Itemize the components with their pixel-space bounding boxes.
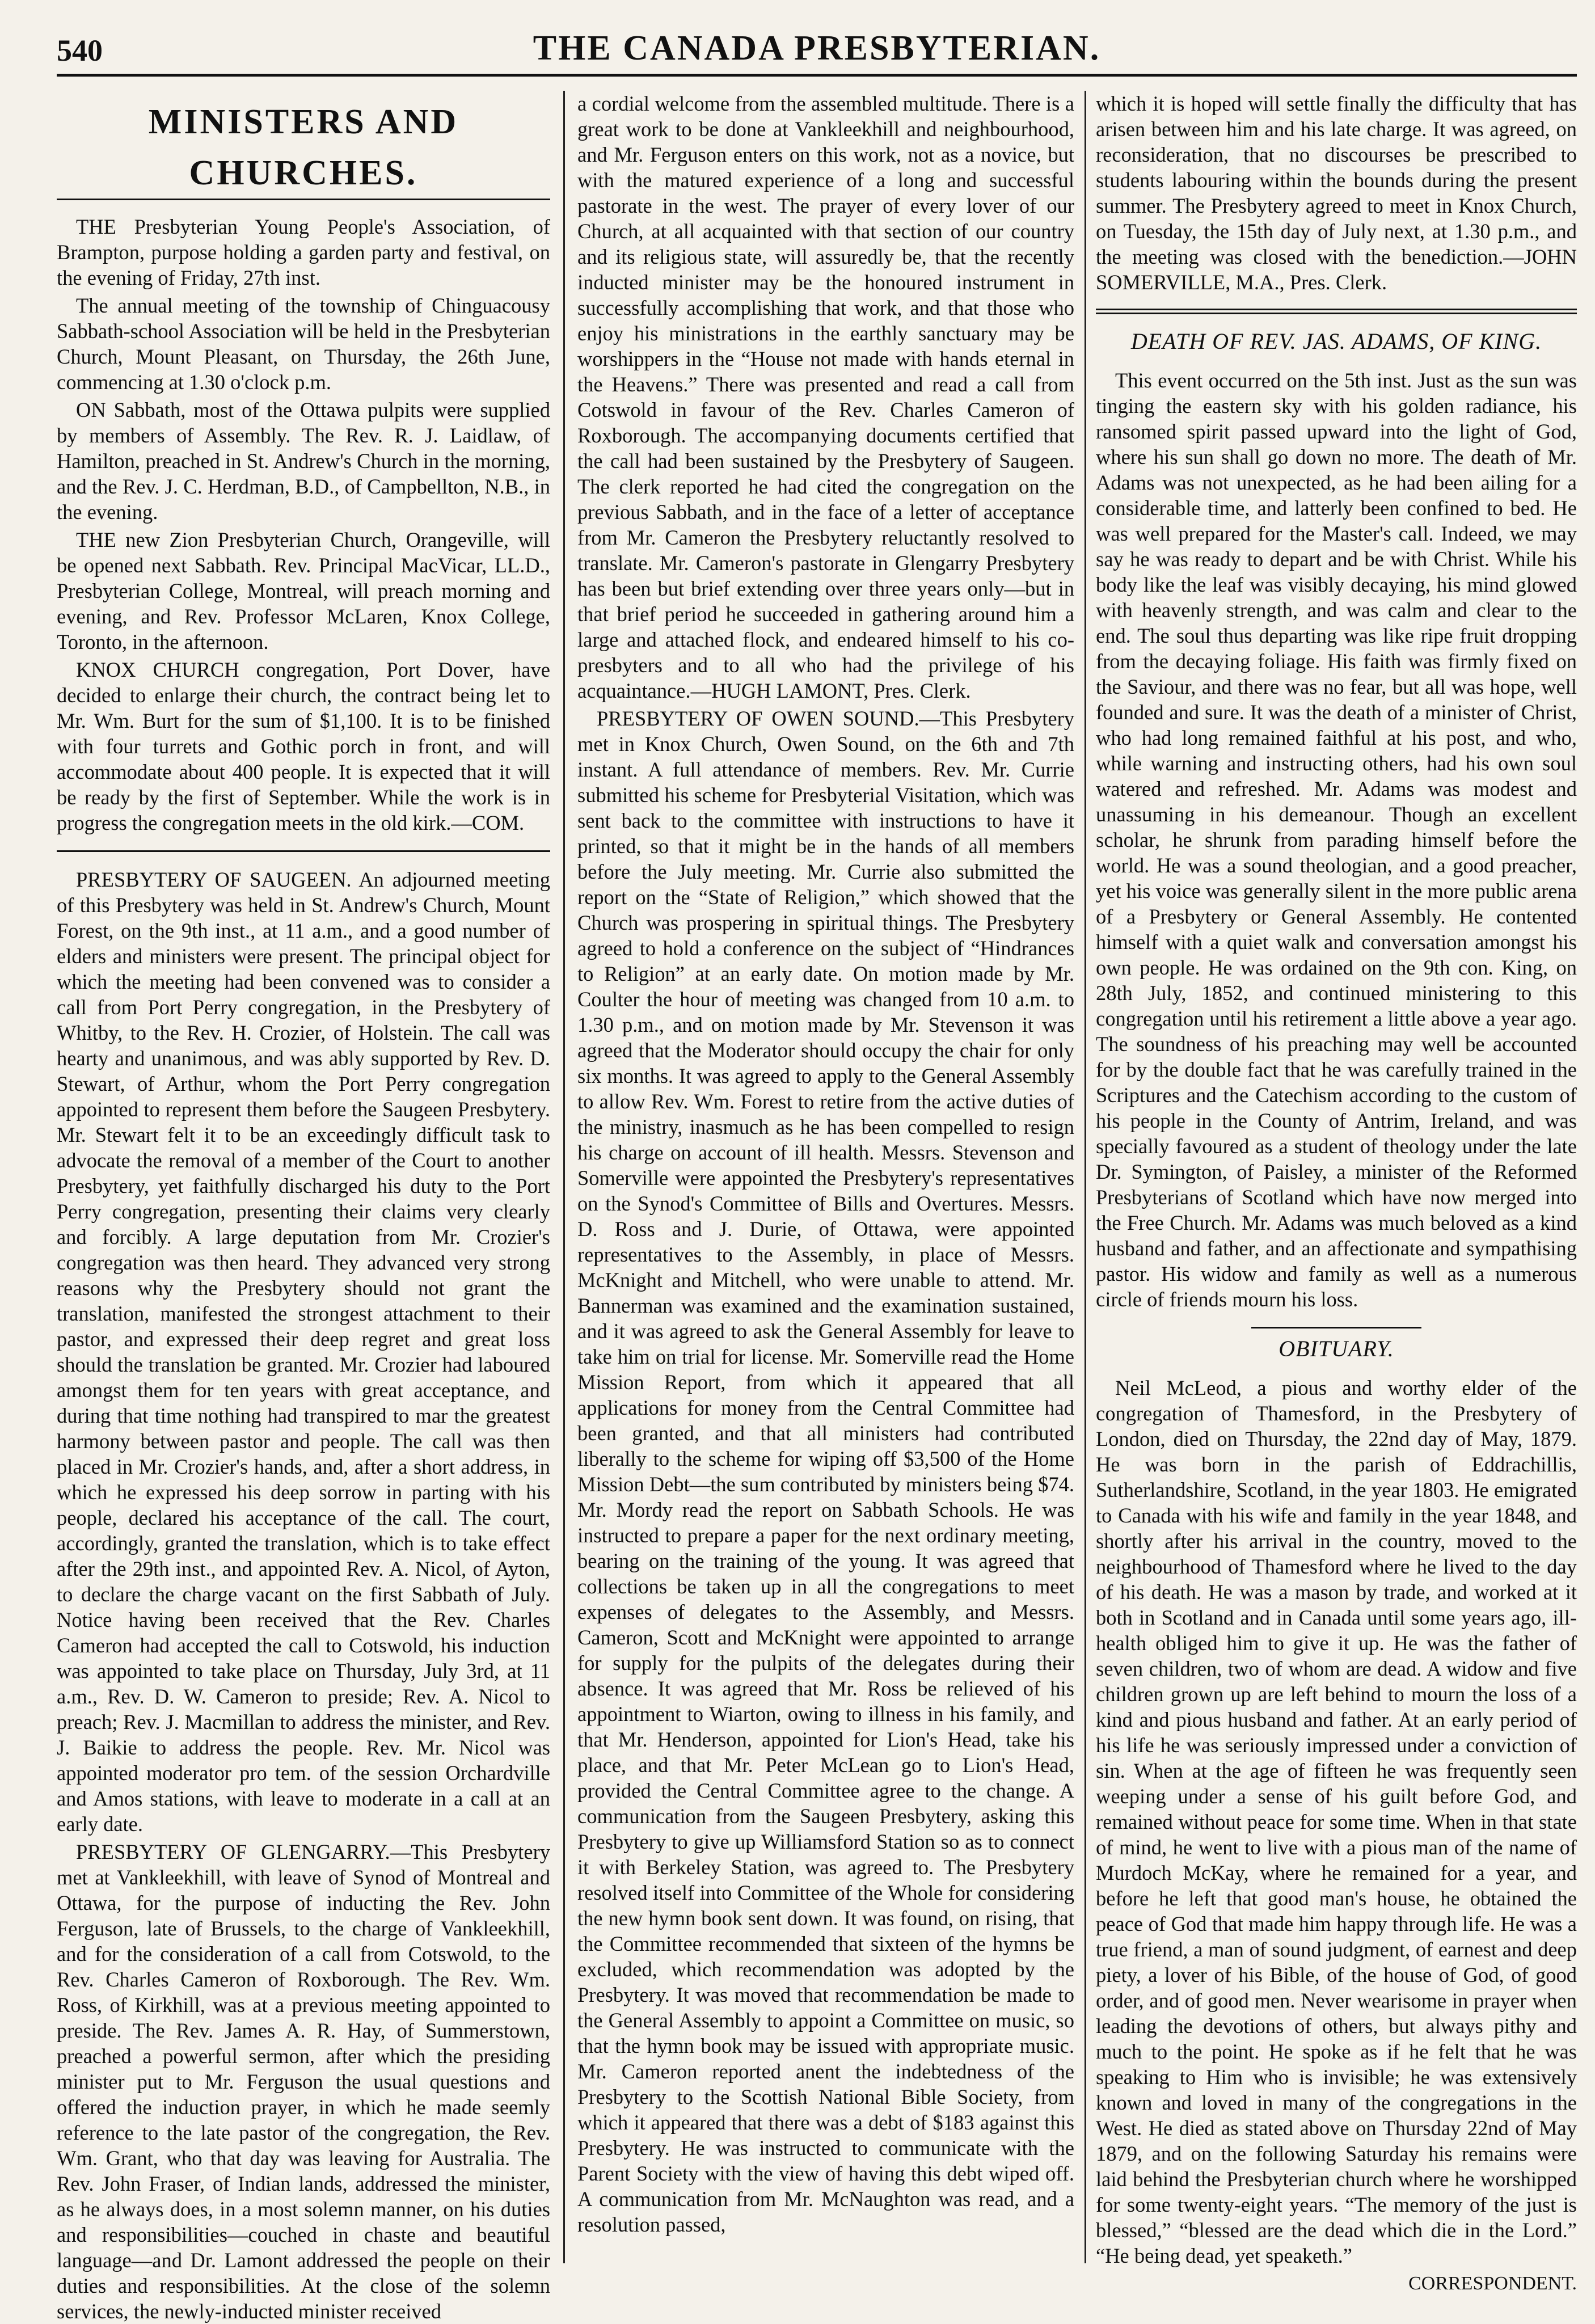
section-rule <box>57 850 550 852</box>
column-2 <box>577 91 1074 2263</box>
report-continuation: a cordial welcome from the assembled multitude. There is a great work to be done at Vankleekhill and neighbourhood, and Mr. Ferguson enters on this work, not as a novice, but with the matured experience of a long and successful pastorate in the west. The prayer of every lover of our Church, at all acquainted with that section of our country and its religious state, will assuredly be, that the recently inducted minister may be the honoured instrument in successfully accomplishing that work, and that those who enjoy his ministrations in the earthly sanctuary may be worshippers in the “House not made with hands eternal in the Heavens.” There was presented and read a call from Cotswold in favour of the Rev. Charles Cameron of Roxborough. The accompanying documents certified that the call had been sustained by the Presbytery of Saugeen. The clerk reported he had cited the congregation on the previous Sabbath, and in the face of a letter of acceptance from Mr. Cameron the Presbytery reluctantly resolved to translate. Mr. Cameron's pastorate in Glengarry Presbytery has been but brief extending over three years only—but in that brief period he succeeded in gathering around him a large and attached flock, and endeared himself to his co-presbyters and to all who had the privilege of his acquaintance.—HUGH LAMONT, Pres. Clerk. <box>577 92 1074 702</box>
news-item: ON Sabbath, most of the Ottawa pulpits were supplied by members of Assembly. The Rev. R. J. Laidlaw, of Hamilton, preached in St. Andrew's Church in the morning, and the Rev. J. C. Herdman, B.D., of Campbellton, N.B., in the evening. <box>57 398 550 524</box>
death-notice-heading: DEATH OF REV. JAS. ADAMS, OF KING. <box>1130 328 1542 354</box>
newspaper-title: THE CANADA PRESBYTERIAN. <box>533 29 1101 68</box>
obituary-heading: OBITUARY. <box>1278 1336 1394 1361</box>
presbytery-report: PRESBYTERY OF OWEN SOUND.—This Presbytery met in Knox Church, Owen Sound, on the 6th and 7th instant. A full attendance of members. Rev. Mr. Currie submitted his scheme for Presbyterial Visitation, which was sent back to the committee with instructions to have it printed, so that it might be in the hands of all members before the July meeting. Mr. Currie also submitted the report on the “State of Religion,” which showed that the Church was prospering in spiritual things. The Presbytery agreed to hold a conference on the subject of “Hindrances to Religion” at an early date. On motion made by Mr. Coulter the hour of meeting was changed from 10 a.m. to 1.30 p.m., and on motion made by Mr. Stevenson it was agreed that the Moderator should occupy the chair for only six months. It was agreed to apply to the General Assembly to allow Rev. Wm. Forest to retire from the active duties of the ministry, inasmuch as he has been compelled to resign his charge on account of ill health. Messrs. Stevenson and Somerville were appointed the Presbytery's representatives on the Synod's Committee of Bills and Overtures. Messrs. D. Ross and J. Durie, of Ottawa, were appointed representatives to the Assembly, in place of Messrs. McKnight and Mitchell, who were unable to attend. Mr. Bannerman was examined and the examination sustained, and it was agreed to ask the General Assembly for leave to take him on trial for license. Mr. Somerville read the Home Mission Report, from which it appeared that all applications for money from the Central Committee had been granted, and that all ministers had contributed liberally to the scheme for wiping off $3,500 of the Home Mission Debt—the sum contributed by ministers being $74. Mr. Mordy read the report on Sabbath Schools. He was instructed to prepare a paper for the next ordinary meeting, bearing on the training of the young. It was agreed that collections be taken up in all the congregations to meet expenses of delegates to the Assembly, and Messrs. Cameron, Scott and McKnight were appointed to arrange for supply for the pulpits of the delegates during their absence. It was agreed that Mr. Ross be relieved of his appointment to Wiarton, owing to illness in his family, and that Mr. Henderson, appointed for Lion's Head, take his place, and that Mr. Peter McLean go to Lion's Head, provided the Central Committee agree to the change. A communication from the Saugeen Presbytery, asking this Presbytery to give up Williamsford Station so as to connect it with Berkeley Station, was agreed to. The Presbytery resolved itself into Committee of the Whole for considering the new hymn book sent down. It was found, on rising, that the Committee recommended that sixteen of the hymns be excluded, which recommendation was adopted by the Presbytery. It was moved that recommendation be made to the General Assembly to appoint a Committee on music, so that the hymn book may be issued with appropriate music. Mr. Cameron reported anent the indebtedness of the Presbytery to the Scottish National Bible Society, from which it appeared that there was a debt of $183 against this Presbytery. He was instructed to communicate with the Parent Society with the view of having this debt wiped off. A communication from Mr. McNaughton was read, and a resolution passed, <box>577 707 1074 2236</box>
column-3 <box>1096 91 1577 2294</box>
news-item: KNOX CHURCH congregation, Port Dover, have decided to enlarge their church, the contract being let to Mr. Wm. Burt for the sum of $1,100. It is to be finished with four turrets and Gothic porch in front, and will accommodate about 400 people. It is expected that it will be ready by the first of September. While the work is in progress the congregation meets in the old kirk.—COM. <box>57 658 550 834</box>
column-divider <box>1085 91 1086 2263</box>
news-item: The annual meeting of the township of Chinguacousy Sabbath-school Association will be held in the Presbyterian Church, Mount Pleasant, on Thursday, the 26th June, commencing at 1.30 o'clock p.m. <box>57 294 550 394</box>
presbytery-report: PRESBYTERY OF SAUGEEN. An adjourned meeting of this Presbytery was held in St. Andrew's Church, Mount Forest, on the 9th inst., at 11 a.m., and a good number of elders and ministers were present. The principal object for which the meeting had been convened was to consider a call from Port Perry congregation, in the Presbytery of Whitby, to the Rev. H. Crozier, of Holstein. The call was hearty and unanimous, and was ably supported by Rev. D. Stewart, of Arthur, whom the Port Perry congregation appointed to represent them before the Saugeen Presbytery. Mr. Stewart felt it to be an exceedingly difficult task to advocate the removal of a member of the Court to another Presbytery, yet faithfully discharged his duty to the Port Perry congregation, presenting their claims very clearly and forcibly. A large deputation from Mr. Crozier's congregation was then heard. They advanced very strong reasons why the Presbytery should not grant the translation, manifested the strongest attachment to their pastor, and expressed their deep regret and great loss should the translation be granted. Mr. Crozier had laboured amongst them for ten years with great acceptance, and during that time nothing had transpired to mar the greatest harmony between pastor and people. The call was then placed in Mr. Crozier's hands, and, after a short address, in which he expressed his deep sorrow in parting with his people, declared his acceptance of the call. The court, accordingly, granted the translation, which is to take effect after the 29th inst., and appointed Rev. A. Nicol, of Ayton, to declare the charge vacant on the first Sabbath of July. Notice having been received that the Rev. Charles Cameron had accepted the call to Cotswold, his induction was appointed to take place on Thursday, July 3rd, at 11 a.m., Rev. D. W. Cameron to preside; Rev. A. Nicol to preach; Rev. J. Macmillan to address the minister, and Rev. J. Baikie to address the people. Rev. Mr. Nicol was appointed moderator pro tem. of the session Orchardville and Amos stations, with leave to moderate in a call at an early date. <box>57 868 550 1836</box>
news-item: THE new Zion Presbyterian Church, Orangeville, will be opened next Sabbath. Rev. Principal MacVicar, LL.D., Presbyterian College, Montreal, will preach morning and evening, and Rev. Professor McLaren, Knox College, Toronto, in the afternoon. <box>57 528 550 653</box>
report-continuation: which it is hoped will settle finally the difficulty that has arisen between him and his late charge. It was agreed, on reconsideration, that no discourses be prescribed to students labouring within the bounds during the present summer. The Presbytery agreed to meet in Knox Church, on Tuesday, the 15th day of July next, at 1.30 p.m., and the meeting was closed with the benediction.—JOHN SOMERVILLE, M.A., Pres. Clerk. <box>1096 92 1577 294</box>
page-number: 540 <box>57 33 103 68</box>
column-1 <box>57 91 550 2323</box>
section-rule <box>1096 309 1577 314</box>
obituary-text: Neil McLeod, a pious and worthy elder of the congregation of Thamesford, in the Presbytery of London, died on Thursday, the 22nd day of May, 1879. He was born in the parish of Eddrachillis, Sutherlandshire, Scotland, in the year 1803. He emigrated to Canada with his wife and family in the year 1848, and shortly after his arrival in the country, moved to the neighbourhood of Thamesford where he lived to the day of his death. He was a mason by trade, and worked at it both in Scotland and in Canada until some years ago, ill-health obliged him to give it up. He was the father of seven children, two of whom are dead. A widow and five children grown up are left behind to mourn the loss of a kind and pious husband and father. At an early period of his life he was seriously impressed under a conviction of sin. When at the age of fifteen he was frequently seen weeping under a sense of his guilt before God, and remained without peace for some time. When in that state of mind, he went to live with a pious man of the name of Murdoch McKay, where he remained for a year, and before he left that good man's house, he obtained the peace of God that made him happy through life. He was a true friend, a man of sound judgment, of earnest and deep piety, a lover of his Bible, of the house of God, of good order, and of good men. Never wearisome in prayer when leading the devotions of others, but always pithy and much to the point. He spoke as if he felt that he was speaking to Him who is invisible; he was extensively known and loved in many of the congregations in the West. He died as stated above on Thursday 22nd of May 1879, and on the following Saturday his remains were laid behind the Presbyterian church where he worshipped for some twenty-eight years. “The memory of the just is blessed,” “blessed are the dead which die in the Lord.” “He being dead, yet speaketh.” <box>1096 1376 1577 2267</box>
column-divider <box>563 91 565 2263</box>
department-heading: MINISTERS AND CHURCHES. <box>57 96 550 200</box>
section-rule <box>1251 1327 1421 1328</box>
masthead <box>57 23 1577 77</box>
death-notice-text: This event occurred on the 5th inst. Just as the sun was tinging the eastern sky with his golden radiance, his ransomed spirit passed upward into the light of God, where his sun shall go down no more. The death of Mr. Adams was not unexpected, as he had been ailing for a considerable time, and latterly been confined to bed. He was well prepared for the Master's call. Indeed, we may say he was ready to depart and be with Christ. While his body like the leaf was visibly decaying, his mind glowed with heavenly strength, and was calm and clear to the end. The soul thus departing was like ripe fruit dropping from the decaying foliage. His faith was firmly fixed on the Saviour, and there was no fear, but all was hope, well founded and sure. It was the death of a minister of Christ, who had long remained faithful at his post, and who, while warning and instructing others, had his own soul watered and refreshed. Mr. Adams was modest and unassuming in his demeanour. Though an excellent scholar, he shrunk from parading himself before the world. He was a sound theologian, and a good preacher, yet his voice was generally silent in the more public arena of a Presbytery or General Assembly. He contented himself with a quiet walk and conversation amongst his own people. He was ordained on the 9th con. King, on 28th July, 1852, and continued ministering to this congregation until his retirement a little above a year ago. The soundness of his preaching may well be accounted for by the double fact that he was carefully trained in the Scriptures and the Catechism according to the custom of his people in the County of Antrim, Ireland, and was specially favoured as a student of theology under the late Dr. Symington, of Paisley, a minister of the Reformed Presbyterians of Scotland which have now merged into the Free Church. Mr. Adams was much beloved as a kind husband and father, and an affectionate and sympathising pastor. His widow and family as well as a numerous circle of friends mourn his loss. <box>1096 369 1577 1311</box>
obituary-signature: CORRESPONDENT. <box>1408 2273 1577 2294</box>
news-item: THE Presbyterian Young People's Association, of Brampton, purpose holding a garden party and festival, on the evening of Friday, 27th inst. <box>57 215 550 289</box>
presbytery-report: PRESBYTERY OF GLENGARRY.—This Presbytery met at Vankleekhill, with leave of Synod of Montreal and Ottawa, for the purpose of inducting the Rev. John Ferguson, late of Brussels, to the charge of Vankleekhill, and for the consideration of a call from Cotswold, to the Rev. Charles Cameron of Roxborough. The Rev. Wm. Ross, of Kirkhill, was at a previous meeting appointed to preside. The Rev. James A. R. Hay, of Summerstown, preached a powerful sermon, after which the presiding minister put to Mr. Ferguson the usual questions and offered the induction prayer, in which he made seemly reference to the late pastor of the congregation, the Rev. Wm. Grant, who that day was leaving for Australia. The Rev. John Fraser, of Indian lands, addressed the minister, as he always does, in a most solemn manner, on his duties and responsibilities—couched in chaste and beautiful language—and Dr. Lamont addressed the people on their duties and responsibilities. At the close of the solemn services, the newly-inducted minister received <box>57 1840 550 2323</box>
